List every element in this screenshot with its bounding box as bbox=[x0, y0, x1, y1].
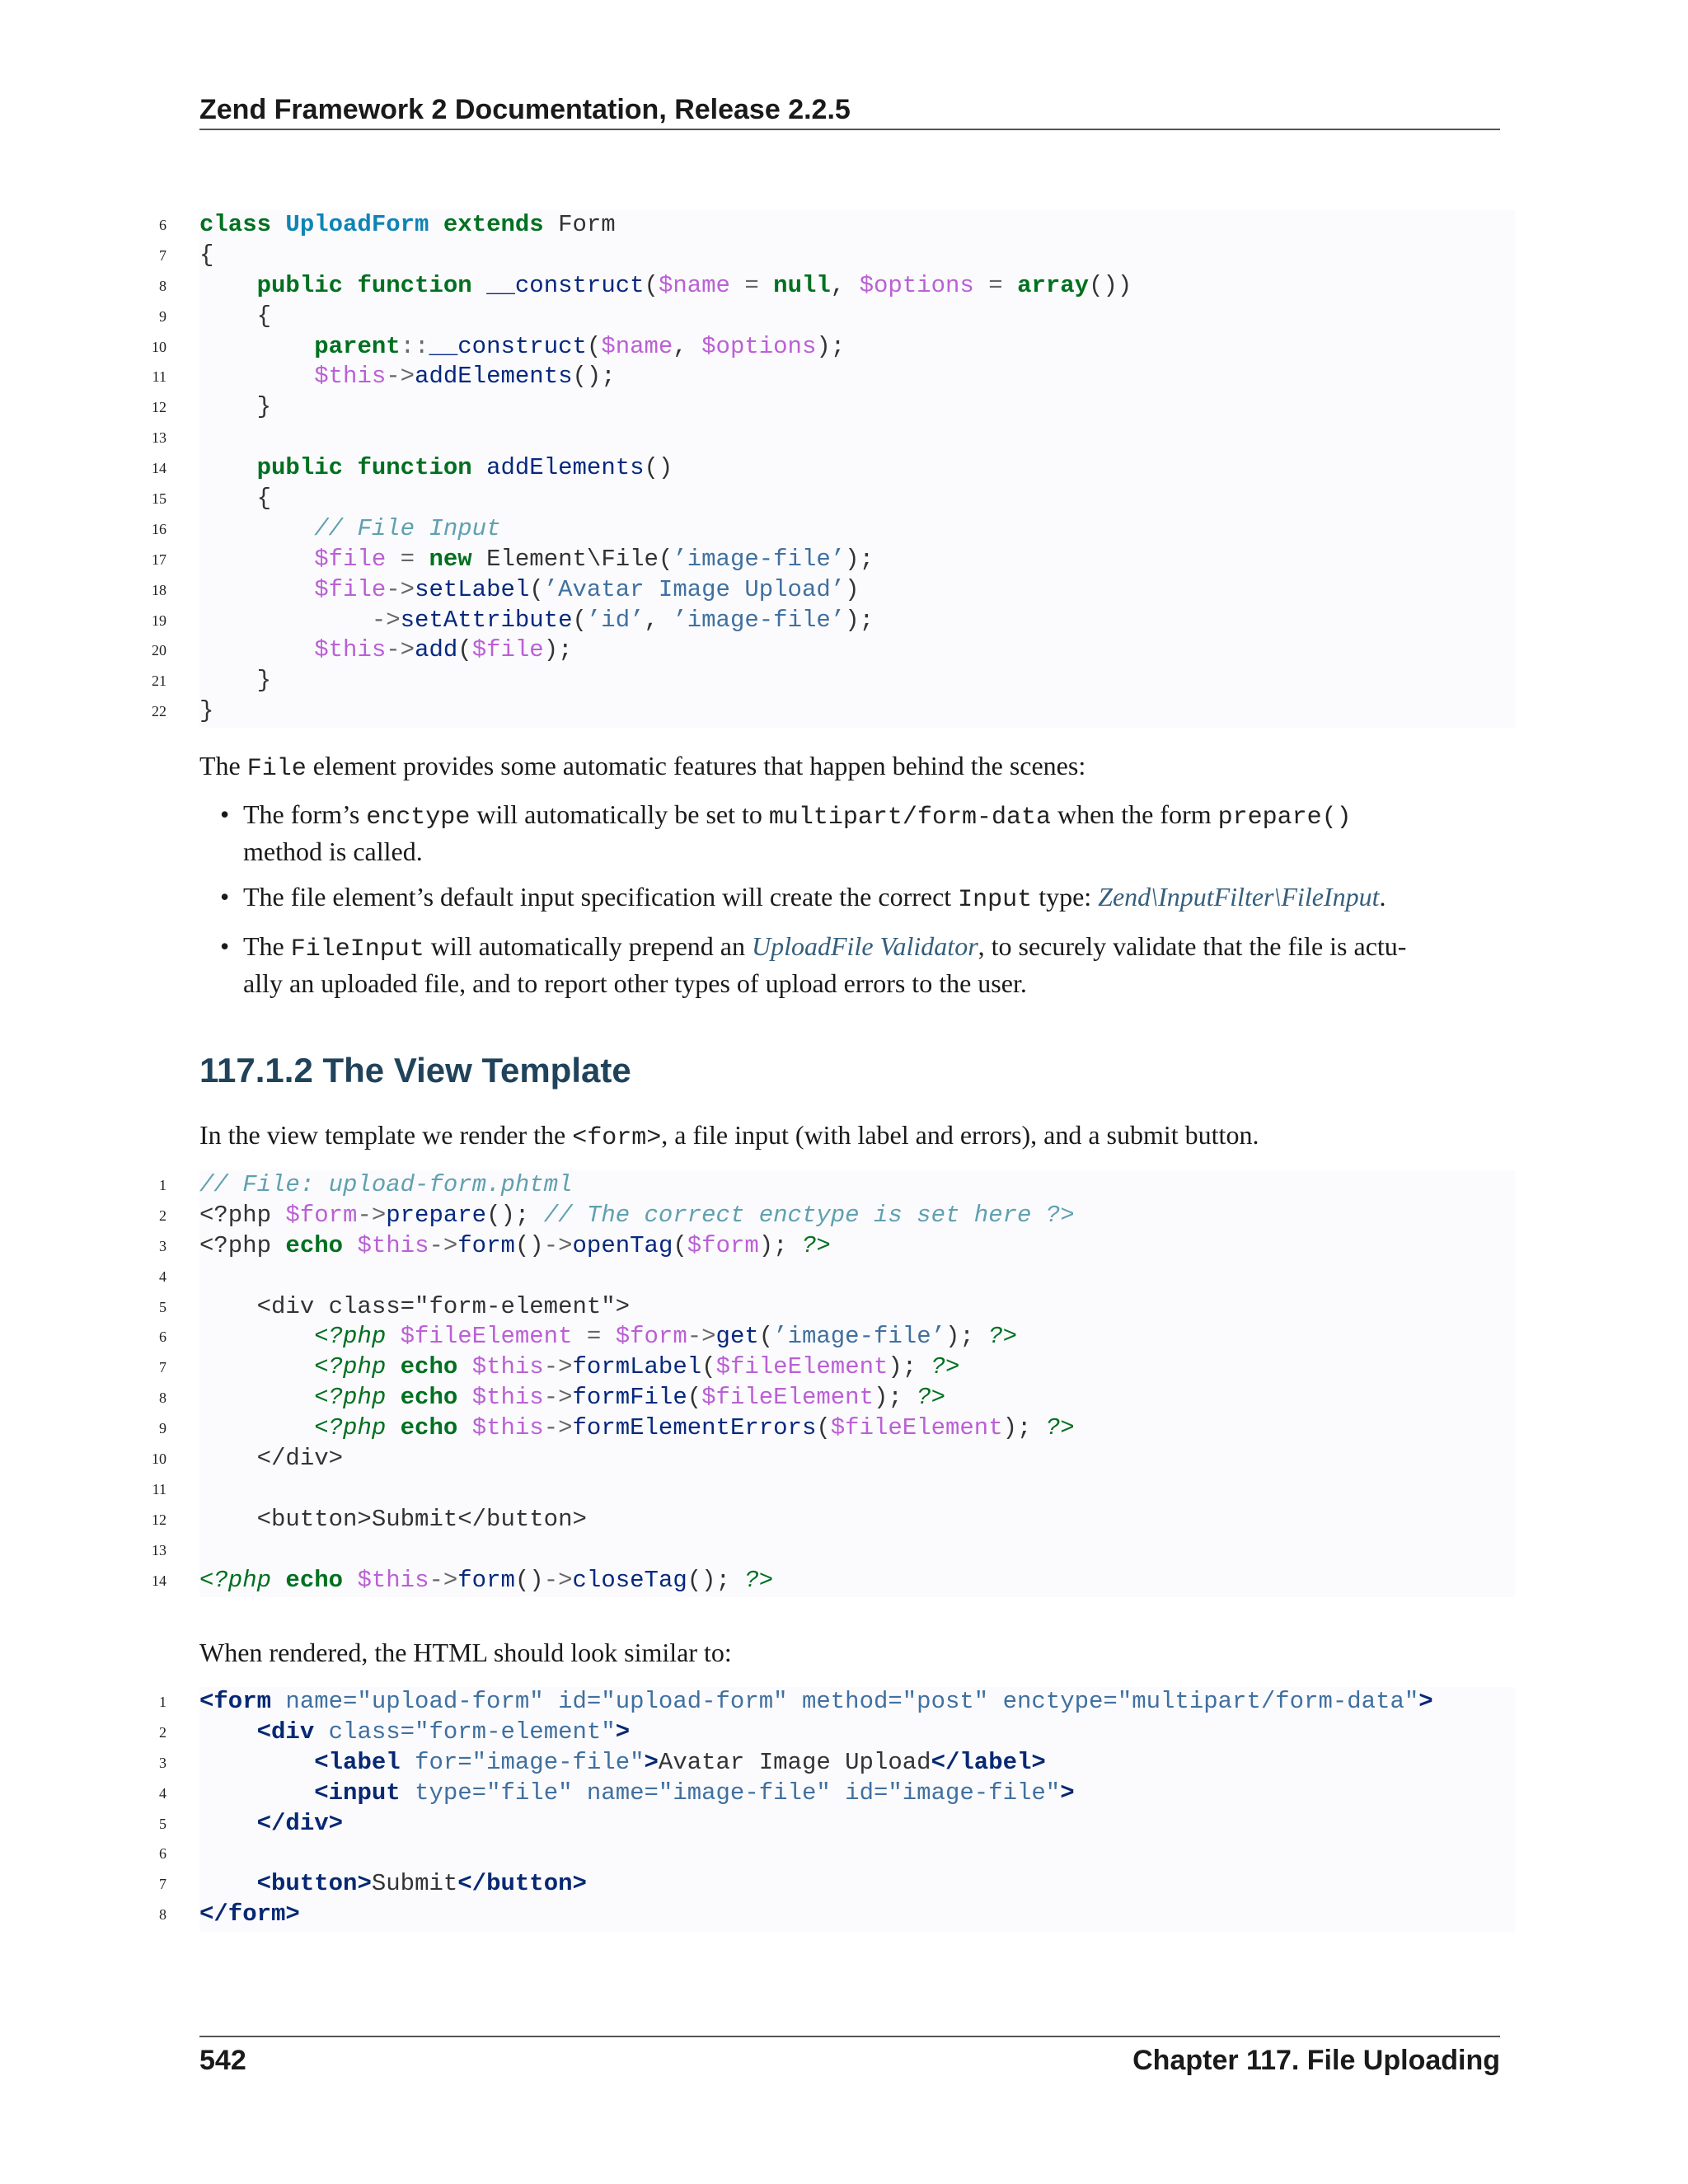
bullet-icon: • bbox=[220, 882, 230, 912]
code-text: $file->setLabel(’Avatar Image Upload’) bbox=[314, 575, 860, 603]
code-text: } bbox=[199, 667, 272, 695]
line-number: 6 bbox=[159, 217, 166, 233]
running-header bbox=[199, 89, 1500, 130]
code-text: // File: upload-form.phtml bbox=[199, 1171, 573, 1198]
bullet-item-fileinput: • The FileInput will automatically prepend an UploadFile Validator, to securely validate that the file is actu- ally an uploaded file, and to report other types of upload errors to the user. bbox=[220, 931, 1407, 998]
code-text: { bbox=[199, 485, 272, 513]
code-block-rendered-html bbox=[0, 1687, 1688, 1932]
code-line bbox=[0, 545, 1688, 575]
line-number: 21 bbox=[152, 673, 166, 690]
code-text: parent::__construct($name, $options); bbox=[314, 332, 846, 360]
code-line bbox=[0, 1383, 1688, 1413]
paragraph-file-element: The File element provides some automatic features that happen behind the scenes: bbox=[199, 751, 1086, 783]
code-line bbox=[0, 635, 1688, 666]
code-line bbox=[0, 271, 1688, 302]
code-text: ->setAttribute(’id’, ’image-file’); bbox=[371, 606, 874, 634]
code-line bbox=[0, 1322, 1688, 1352]
line-number: 13 bbox=[152, 1541, 166, 1558]
line-number: 7 bbox=[159, 246, 166, 264]
code-line bbox=[0, 1444, 1688, 1474]
line-number: 7 bbox=[159, 1359, 166, 1376]
code-text: { bbox=[199, 302, 272, 330]
code-line bbox=[0, 1718, 1688, 1748]
code-text: <?php echo $this->formFile($fileElement); ?> bbox=[314, 1384, 946, 1412]
line-number: 1 bbox=[159, 1177, 166, 1193]
code-line bbox=[0, 1535, 1688, 1566]
code-text: <?php $form->prepare(); // The correct enctype is set here ?> bbox=[199, 1201, 1075, 1229]
code-line bbox=[0, 1748, 1688, 1779]
code-block-upload-form-class bbox=[0, 210, 1688, 728]
line-number: 14 bbox=[152, 1572, 166, 1589]
code-line bbox=[0, 666, 1688, 696]
section-heading: 117.1.2 The View Template bbox=[199, 1051, 631, 1090]
inline-code: File bbox=[246, 755, 307, 783]
code-text: <input type="file" name="image-file" id="image-file"> bbox=[314, 1779, 1075, 1807]
code-line bbox=[0, 1839, 1688, 1869]
code-text: <button>Submit</button> bbox=[199, 1505, 587, 1533]
code-line bbox=[0, 575, 1688, 606]
code-text: <div class="form-element"> bbox=[199, 1292, 631, 1320]
bullet-item-enctype: • The form’s enctype will automatically be set to multipart/form-data when the form prepare() method is called. bbox=[220, 799, 1352, 866]
code-text: <div class="form-element"> bbox=[256, 1718, 631, 1746]
code-line bbox=[0, 1231, 1688, 1262]
code-text: </div> bbox=[256, 1809, 344, 1837]
code-line bbox=[0, 210, 1688, 241]
bullet-icon: • bbox=[220, 931, 230, 961]
code-line bbox=[0, 606, 1688, 636]
code-text: public function __construct($name = null, $options = array()) bbox=[256, 271, 1132, 299]
code-text: <?php echo $this->formElementErrors($fileElement); ?> bbox=[314, 1414, 1075, 1442]
code-text: <label for="image-file">Avatar Image Upload</label> bbox=[314, 1748, 1046, 1776]
code-text: public function addElements() bbox=[256, 454, 673, 482]
code-line bbox=[0, 1505, 1688, 1535]
line-number: 4 bbox=[159, 1268, 166, 1285]
running-footer bbox=[199, 2036, 1500, 2085]
line-number: 12 bbox=[152, 399, 166, 416]
code-text: } bbox=[199, 393, 272, 421]
code-line bbox=[0, 514, 1688, 545]
code-line bbox=[0, 484, 1688, 514]
line-number: 5 bbox=[159, 1298, 166, 1315]
code-text: <?php echo $this->form()->openTag($form); ?> bbox=[199, 1231, 831, 1259]
bullet-item-input-type: • The file element’s default input specification will create the correct Input type: Zend\InputFilter\FileInput. bbox=[220, 882, 1386, 914]
code-text: class UploadForm extends Form bbox=[199, 211, 616, 238]
paragraph-view-template: In the view template we render the <form>, a file input (with label and errors), and a submit button. bbox=[199, 1120, 1259, 1152]
code-line bbox=[0, 453, 1688, 484]
code-block-view-template bbox=[0, 1170, 1688, 1597]
code-line bbox=[0, 1779, 1688, 1809]
code-text: // File Input bbox=[314, 514, 501, 542]
line-number: 6 bbox=[159, 1329, 166, 1346]
line-number: 19 bbox=[152, 612, 166, 629]
inline-code: <form> bbox=[572, 1124, 662, 1152]
code-text: $file = new Element\File(’image-file’); bbox=[314, 545, 874, 573]
code-line bbox=[0, 392, 1688, 423]
line-number: 2 bbox=[159, 1207, 166, 1224]
uploadfile-validator-link[interactable]: UploadFile Validator bbox=[751, 931, 978, 961]
code-text: <form name="upload-form" id="upload-form" method="post" enctype="multipart/form-data"> bbox=[199, 1688, 1433, 1715]
code-text: <?php $fileElement = $form->get(’image-file’); ?> bbox=[314, 1323, 1018, 1351]
line-number: 3 bbox=[159, 1237, 166, 1254]
line-number: 10 bbox=[152, 1451, 166, 1468]
line-number: 11 bbox=[152, 1480, 166, 1497]
code-line bbox=[0, 1413, 1688, 1444]
code-line bbox=[0, 1900, 1688, 1930]
code-text: $this->addElements(); bbox=[314, 363, 616, 391]
line-number: 14 bbox=[152, 460, 166, 477]
paragraph-rendered: When rendered, the HTML should look similar to: bbox=[199, 1638, 732, 1667]
fileinput-link[interactable]: Zend\InputFilter\FileInput bbox=[1098, 882, 1380, 912]
code-line bbox=[0, 1869, 1688, 1900]
line-number: 1 bbox=[159, 1694, 166, 1710]
bullet-icon: • bbox=[220, 799, 230, 829]
line-number: 10 bbox=[152, 338, 166, 355]
code-line bbox=[0, 1170, 1688, 1201]
code-text: <?php echo $this->formLabel($fileElement); ?> bbox=[314, 1353, 960, 1381]
line-number: 9 bbox=[159, 307, 166, 325]
line-number: 15 bbox=[152, 490, 166, 508]
code-line bbox=[0, 1809, 1688, 1840]
line-number: 16 bbox=[152, 520, 166, 537]
code-text: $this->add($file); bbox=[314, 636, 573, 664]
line-number: 2 bbox=[159, 1723, 166, 1741]
code-line bbox=[0, 362, 1688, 392]
line-number: 7 bbox=[159, 1876, 166, 1893]
line-number: 12 bbox=[152, 1511, 166, 1528]
code-line bbox=[0, 1201, 1688, 1231]
line-number: 18 bbox=[152, 581, 166, 598]
code-text: </div> bbox=[199, 1445, 344, 1473]
code-text: </form> bbox=[199, 1900, 300, 1929]
code-line bbox=[0, 1687, 1688, 1718]
line-number: 3 bbox=[159, 1754, 166, 1771]
line-number: 8 bbox=[159, 1390, 166, 1407]
code-line bbox=[0, 1262, 1688, 1292]
header-title: Zend Framework 2 Documentation, Release 2.2.5 bbox=[199, 94, 851, 125]
code-line bbox=[0, 241, 1688, 271]
code-line bbox=[0, 696, 1688, 727]
code-text: { bbox=[199, 241, 214, 269]
line-number: 13 bbox=[152, 429, 166, 447]
code-line bbox=[0, 1474, 1688, 1505]
code-line bbox=[0, 332, 1688, 363]
line-number: 17 bbox=[152, 551, 166, 568]
line-number: 9 bbox=[159, 1420, 166, 1437]
line-number: 20 bbox=[152, 642, 166, 659]
line-number: 11 bbox=[152, 368, 166, 386]
line-number: 6 bbox=[159, 1845, 166, 1863]
line-number: 5 bbox=[159, 1815, 166, 1832]
line-number: 8 bbox=[159, 277, 166, 294]
line-number: 22 bbox=[152, 703, 166, 720]
line-number: 4 bbox=[159, 1784, 166, 1802]
code-text: } bbox=[199, 697, 214, 725]
line-number: 8 bbox=[159, 1906, 166, 1924]
code-line bbox=[0, 1566, 1688, 1596]
page-number: 542 bbox=[199, 2045, 246, 2076]
code-text: <button>Submit</button> bbox=[256, 1870, 587, 1898]
code-line bbox=[0, 1352, 1688, 1383]
code-text: <?php echo $this->form()->closeTag(); ?> bbox=[199, 1566, 774, 1594]
code-line bbox=[0, 423, 1688, 453]
chapter-title: Chapter 117. File Uploading bbox=[1132, 2045, 1500, 2076]
code-line bbox=[0, 302, 1688, 332]
code-line bbox=[0, 1292, 1688, 1323]
